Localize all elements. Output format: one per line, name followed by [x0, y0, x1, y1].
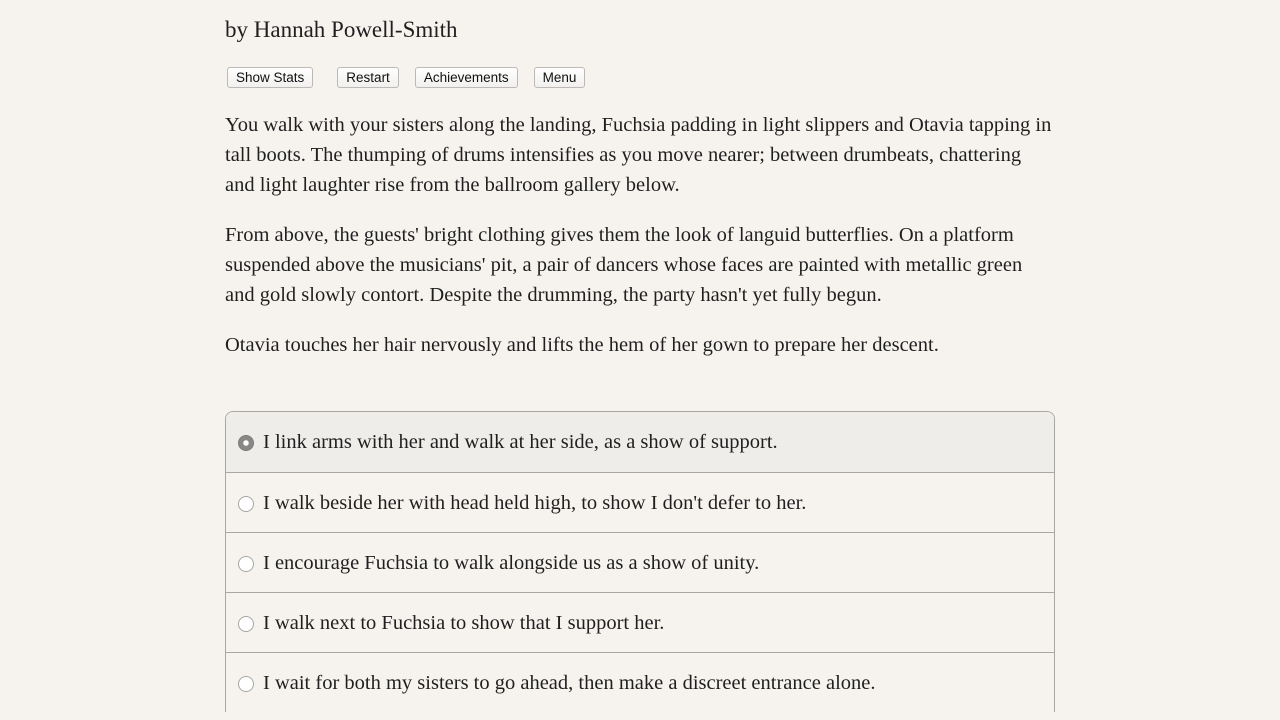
radio-unchecked-icon[interactable]	[238, 676, 254, 692]
choice-option-4[interactable]	[226, 592, 1054, 652]
radio-unchecked-icon[interactable]	[238, 496, 254, 512]
achievements-button[interactable]: Achievements	[415, 67, 518, 88]
choice-option-2[interactable]	[226, 472, 1054, 532]
story-paragraph-2: From above, the guests' bright clothing gives them the look of languid butterflies. On a platform suspended above the musicians' pit, a pair of dancers whose faces are painted with metallic green and gold slowly contort. Despite the drumming, the party hasn't yet fully begun.	[225, 224, 1023, 306]
story-text	[225, 110, 1055, 380]
story-paragraph-3: Otavia touches her hair nervously and lifts the hem of her gown to prepare her descent.	[225, 334, 939, 356]
radio-unchecked-icon[interactable]	[238, 616, 254, 632]
choice-label: I encourage Fuchsia to walk alongside us as a show of unity.	[263, 551, 760, 574]
choice-list	[225, 411, 1055, 712]
menu-button[interactable]: Menu	[534, 67, 586, 88]
story-paragraph-1: You walk with your sisters along the landing, Fuchsia padding in light slippers and Otavia tapping in tall boots. The thumping of drums intensifies as you move nearer; between drumbeats, chattering and light laughter rise from the ballroom gallery below.	[225, 114, 1052, 196]
choice-label: I walk next to Fuchsia to show that I support her.	[263, 611, 665, 634]
author-byline: by Hannah Powell-Smith	[225, 17, 458, 42]
restart-button[interactable]: Restart	[337, 67, 399, 88]
choice-option-3[interactable]	[226, 532, 1054, 592]
choice-label: I wait for both my sisters to go ahead, then make a discreet entrance alone.	[263, 671, 876, 694]
choice-label: I link arms with her and walk at her side, as a show of support.	[263, 431, 778, 453]
radio-unchecked-icon[interactable]	[238, 556, 254, 572]
toolbar	[227, 67, 585, 88]
radio-checked-icon[interactable]	[238, 435, 254, 451]
show-stats-button[interactable]: Show Stats	[227, 67, 313, 88]
choice-option-1[interactable]	[226, 412, 1054, 472]
choice-option-5[interactable]	[226, 652, 1054, 712]
choice-label: I walk beside her with head held high, to show I don't defer to her.	[263, 491, 807, 514]
